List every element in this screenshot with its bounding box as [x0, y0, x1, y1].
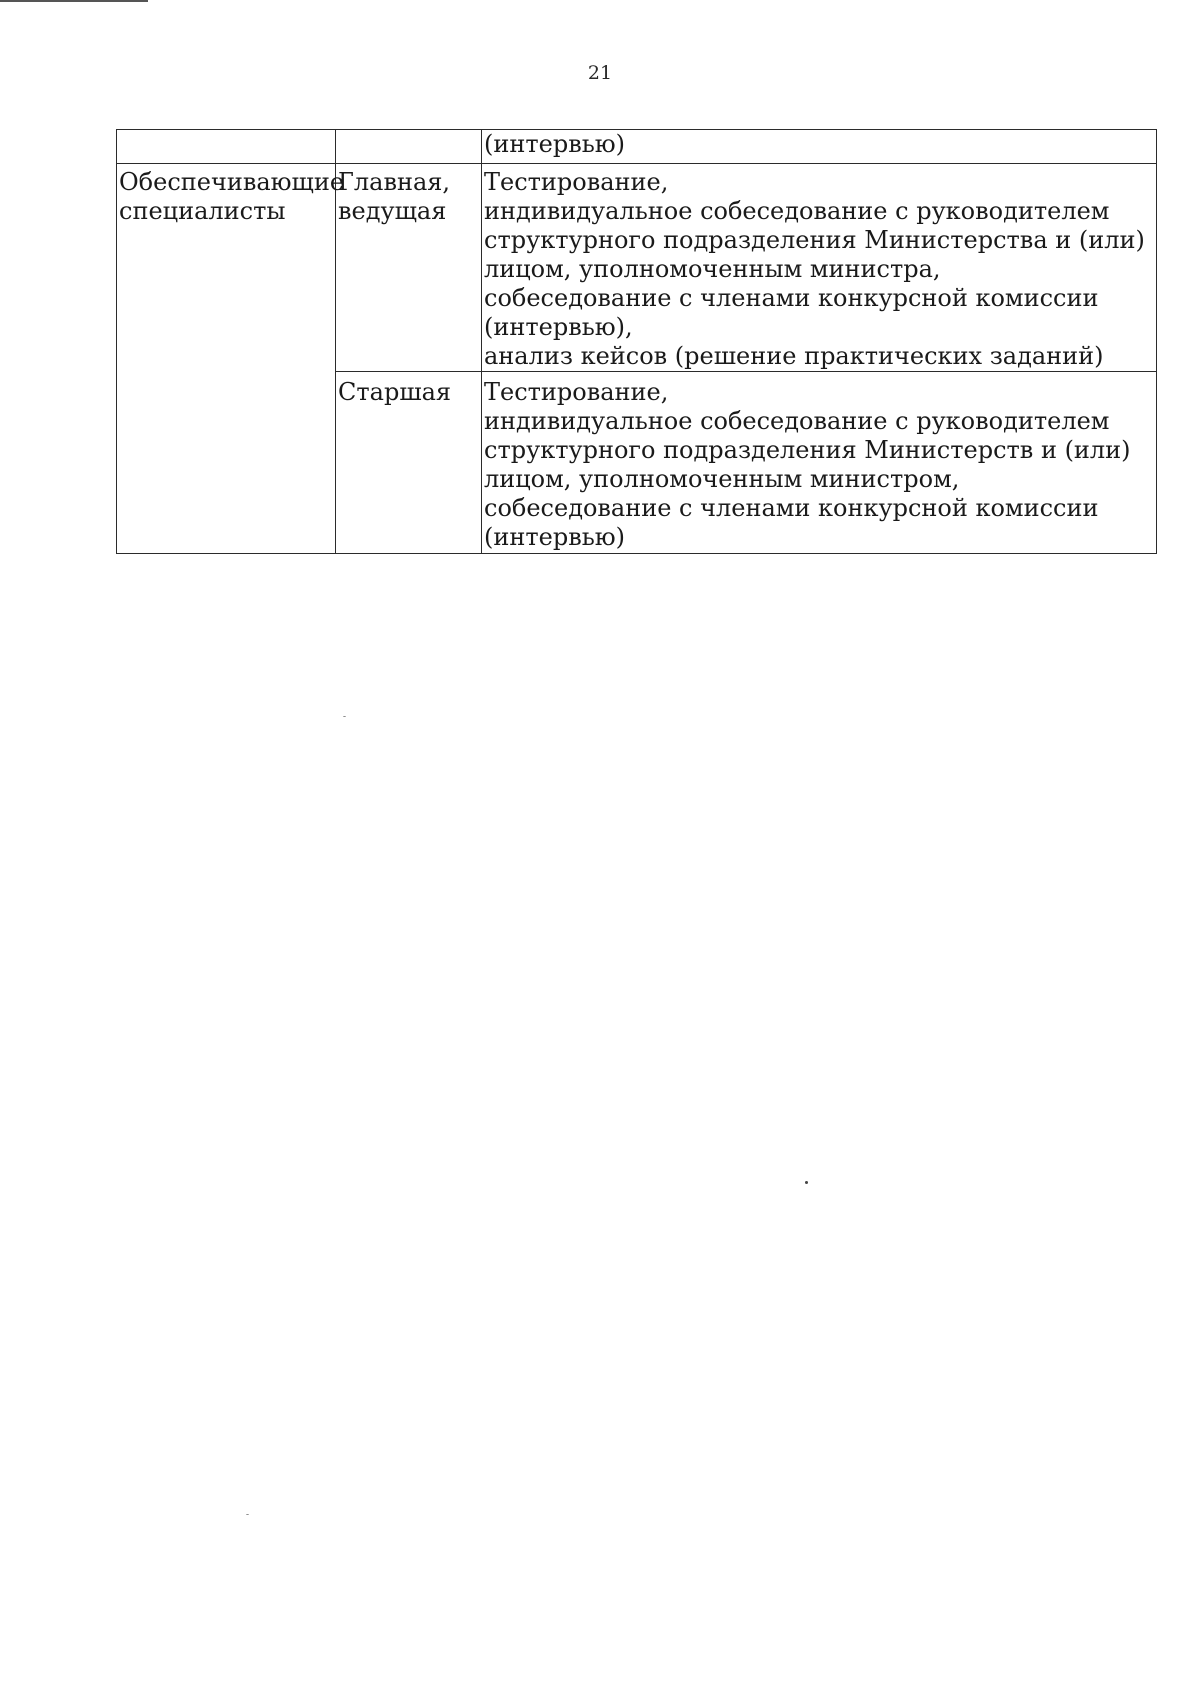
method-line: структурного подразделения Министерств и (или) — [484, 436, 1131, 464]
method-line: собеседование с членами конкурсной комиссии — [484, 284, 1099, 312]
method-line: индивидуальное собеседование с руководителем — [484, 407, 1110, 435]
method-line: структурного подразделения Министерства и (или) — [484, 226, 1145, 254]
category-cell — [117, 130, 336, 164]
method-line: Тестирование, — [484, 168, 669, 196]
methods-cell: (интервью) — [482, 130, 1157, 164]
group-cell — [336, 164, 482, 372]
selection-methods-table — [116, 129, 1157, 554]
scan-edge-mark — [0, 0, 148, 2]
group-line: Старшая — [338, 378, 452, 406]
page-number: 21 — [587, 62, 613, 84]
table-row-continuation — [117, 130, 1157, 164]
method-line: Тестирование, — [484, 378, 669, 406]
scan-speck — [246, 1514, 249, 1515]
method-line: индивидуальное собеседование с руководителем — [484, 197, 1110, 225]
methods-cell — [482, 164, 1157, 372]
scan-speck — [343, 716, 346, 717]
method-line: лицом, уполномоченным министра, — [484, 255, 941, 283]
method-line: лицом, уполномоченным министром, — [484, 465, 960, 493]
category-line: Обеспечивающие — [119, 168, 345, 196]
method-line: (интервью), — [484, 313, 633, 341]
scan-speck — [805, 1181, 808, 1184]
category-line: специалисты — [119, 197, 286, 225]
method-line: анализ кейсов (решение практических заданий) — [484, 342, 1104, 370]
group-cell — [336, 130, 482, 164]
group-line: ведущая — [338, 197, 447, 225]
category-cell — [117, 164, 345, 554]
method-line: (интервью) — [484, 523, 626, 551]
group-line: Главная, — [338, 168, 451, 196]
methods-cell — [482, 372, 1157, 554]
table-row — [117, 164, 1157, 372]
method-line: собеседование с членами конкурсной комиссии — [484, 494, 1099, 522]
group-cell — [336, 372, 482, 554]
